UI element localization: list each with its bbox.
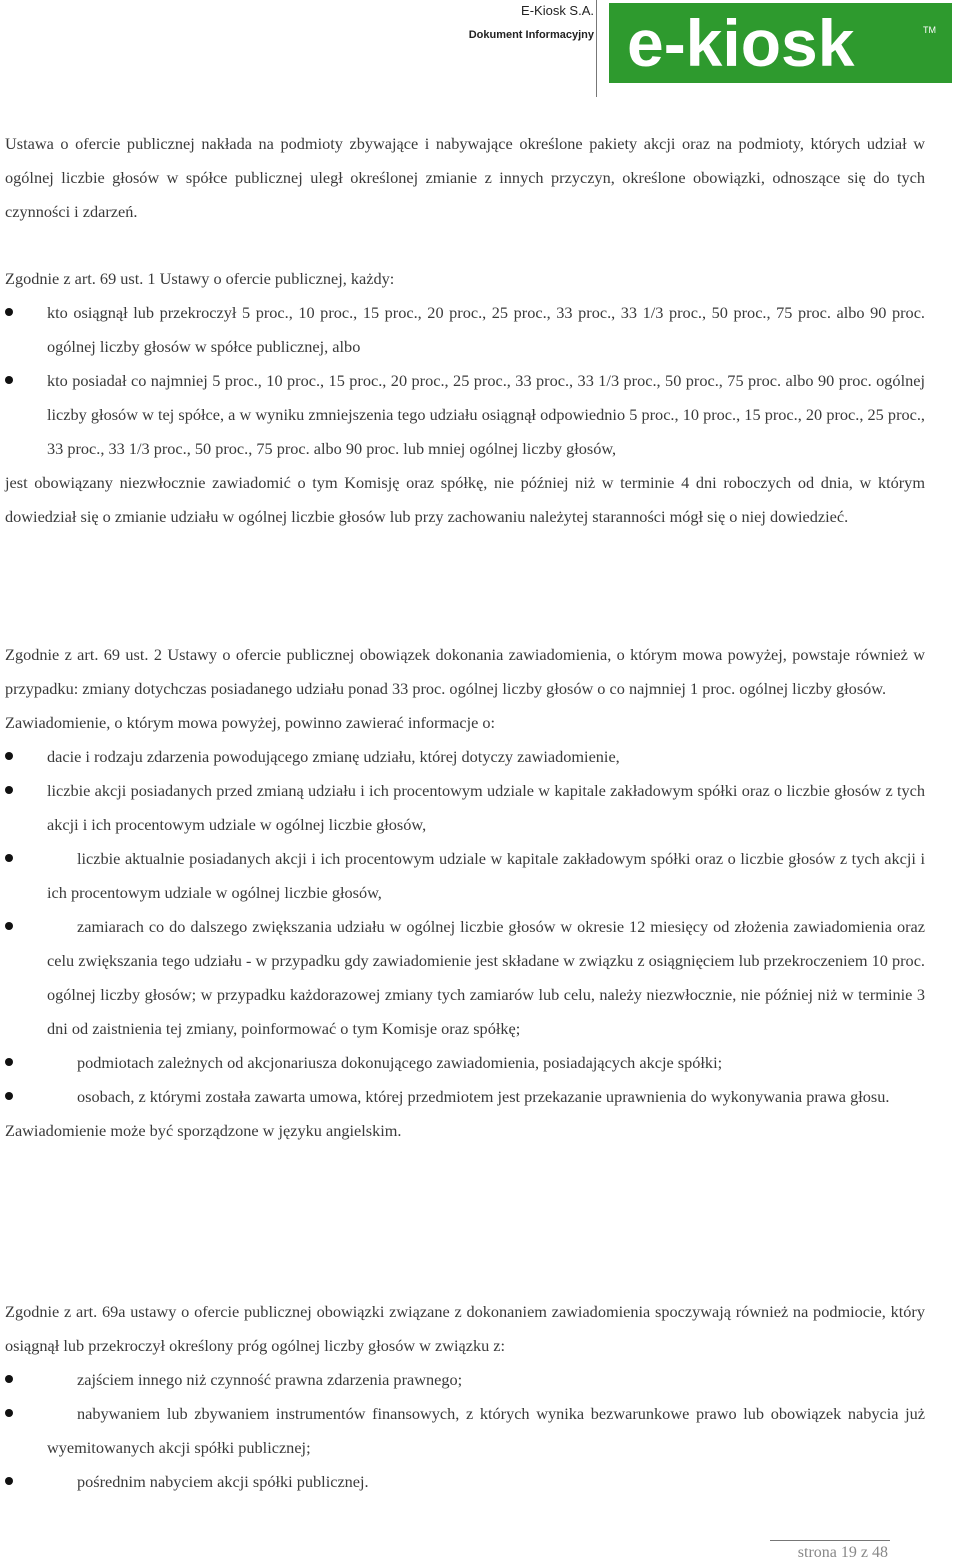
header-divider [596,0,597,97]
footer-divider [770,1540,890,1541]
bullet-icon [5,1375,13,1383]
list-item-text: dacie i rodzaju zdarzenia powodującego zmianę udziału, której dotyczy zawiadomienie, [47,747,620,766]
art-69a-paragraph: Zgodnie z art. 69a ustawy o ofercie publicznej obowiązki związane z dokonaniem zawiadomienia spoczywają również na podmiocie, który osiągnął lub przekroczył określony próg ogólnej liczby głosów w związku z: [5,1302,925,1355]
list-item-text: zajściem innego niż czynność prawna zdarzenia prawnego; [77,1370,463,1389]
list-item [5,740,925,774]
list-item-text: zamiarach co do dalszego zwiększania udziału w ogólnej liczbie głosów w okresie 12 miesięcy od złożenia zawiadomienia oraz celu zwiększania tego udziału - w przypadku gdy zawiadomienie jest składane w związku z osiągnięciem lub przekroczeniem 10 proc. ogólnej liczby głosów; w przypadku każdorazowej zmiany tych zamiarów lub celu, należy niezwłocznie, nie później niż w terminie 3 dni od zaistnienia tej zmiany, poinformować o tym Komisje oraz spółkę; [47,917,925,1038]
logo-trademark: TM [923,25,936,35]
bullet-icon [5,1092,13,1100]
bullet-icon [5,752,13,760]
list-item-text: pośrednim nabyciem akcji spółki publicznej. [77,1472,369,1491]
list-item-text: liczbie akcji posiadanych przed zmianą udziału i ich procentowym udziale w kapitale zakładowym spółki oraz o liczbie głosów z tych akcji i ich procentowym udziale w ogólnej liczbie głosów, [47,781,925,834]
bullet-icon [5,1409,13,1417]
list-item [5,364,925,466]
intro-paragraph: Ustawa o ofercie publicznej nakłada na podmioty zbywające i nabywające określone pakiety akcji oraz na podmioty, których udział w ogólnej liczbie głosów w spółce publicznej uległ określonej zmianie z innych przyczyn, określone obowiązki, odnoszące się do tych czynności i zdarzeń. [5,134,925,221]
art-69-1-block [5,262,925,534]
page-number: strona 19 z 48 [797,1544,888,1561]
bullet-icon [5,1477,13,1485]
intro-paragraph-block [5,127,925,229]
list-item-text: podmiotach zależnych od akcjonariusza dokonującego zawiadomienia, posiadających akcje spółki; [77,1053,723,1072]
bullet-icon [5,854,13,862]
list-item-text: kto osiągnął lub przekroczył 5 proc., 10 proc., 15 proc., 20 proc., 25 proc., 33 proc., 33 1/3 proc., 50 proc., 75 proc. albo 90 proc. ogólnej liczby głosów w spółce publicznej, albo [47,303,925,356]
list-item-text: kto posiadał co najmniej 5 proc., 10 proc., 15 proc., 20 proc., 25 proc., 33 proc., 33 1/3 proc., 50 proc., 75 proc. albo 90 proc. ogólnej liczby głosów w tej spółce, a w wyniku zmniejszenia tego udziału osiągnął odpowiednio 5 proc., 10 proc., 15 proc., 20 proc., 25 proc., 33 proc., 33 1/3 proc., 50 proc., 75 proc. albo 90 proc. lub mniej ogólnej liczby głosów, [47,371,925,458]
list-item-text: liczbie aktualnie posiadanych akcji i ich procentowym udziale w kapitale zakładowym spółki oraz o liczbie głosów z tych akcji i ich procentowym udziale w ogólnej liczbie głosów, [47,849,925,902]
bullet-icon [5,786,13,794]
list-item [5,1080,925,1114]
art-69a-block [5,1295,925,1499]
list-item-text: nabywaniem lub zbywaniem instrumentów finansowych, z których wynika bezwarunkowe prawo lub obowiązek nabycia już wyemitowanych akcji spółki publicznej; [47,1404,925,1457]
list-item [5,842,925,910]
bullet-icon [5,1058,13,1066]
list-item [5,910,925,1046]
language-note: Zawiadomienie może być sporządzone w języku angielskim. [5,1121,402,1140]
document-type: Dokument Informacyjny [468,29,594,41]
list-item [5,1397,925,1465]
company-name: E-Kiosk S.A. [521,3,594,18]
list-item [5,774,925,842]
logo-wordmark: e-kiosk [627,6,855,80]
obligation-paragraph: jest obowiązany niezwłocznie zawiadomić o tym Komisję oraz spółkę, nie później niż w terminie 4 dni roboczych od dnia, w którym dowiedział się o zmianie udziału w ogólnej liczbie głosów lub przy zachowaniu należytej staranności mógł się o niej dowiedzieć. [5,473,925,526]
e-kiosk-logo [609,3,952,83]
list-item [5,1465,925,1499]
list-item-text: osobach, z którymi została zawarta umowa, której przedmiotem jest przekazanie uprawnienia do wykonywania prawa głosu. [77,1087,890,1106]
art-69-2-paragraph: Zgodnie z art. 69 ust. 2 Ustawy o ofercie publicznej obowiązek dokonania zawiadomienia, o którym mowa powyżej, powstaje również w przypadku: zmiany dotychczas posiadanego udziału ponad 33 proc. ogólnej liczby głosów o co najmniej 1 proc. ogólnej liczby głosów. [5,645,925,698]
bullet-icon [5,376,13,384]
list-item [5,296,925,364]
list-item [5,1046,925,1080]
art-69-2-block [5,638,925,1148]
notice-content-intro: Zawiadomienie, o którym mowa powyżej, powinno zawierać informacje o: [5,713,496,732]
bullet-icon [5,922,13,930]
list-item [5,1363,925,1397]
art-69-1-paragraph: Zgodnie z art. 69 ust. 1 Ustawy o ofercie publicznej, każdy: [5,269,395,288]
bullet-icon [5,308,13,316]
